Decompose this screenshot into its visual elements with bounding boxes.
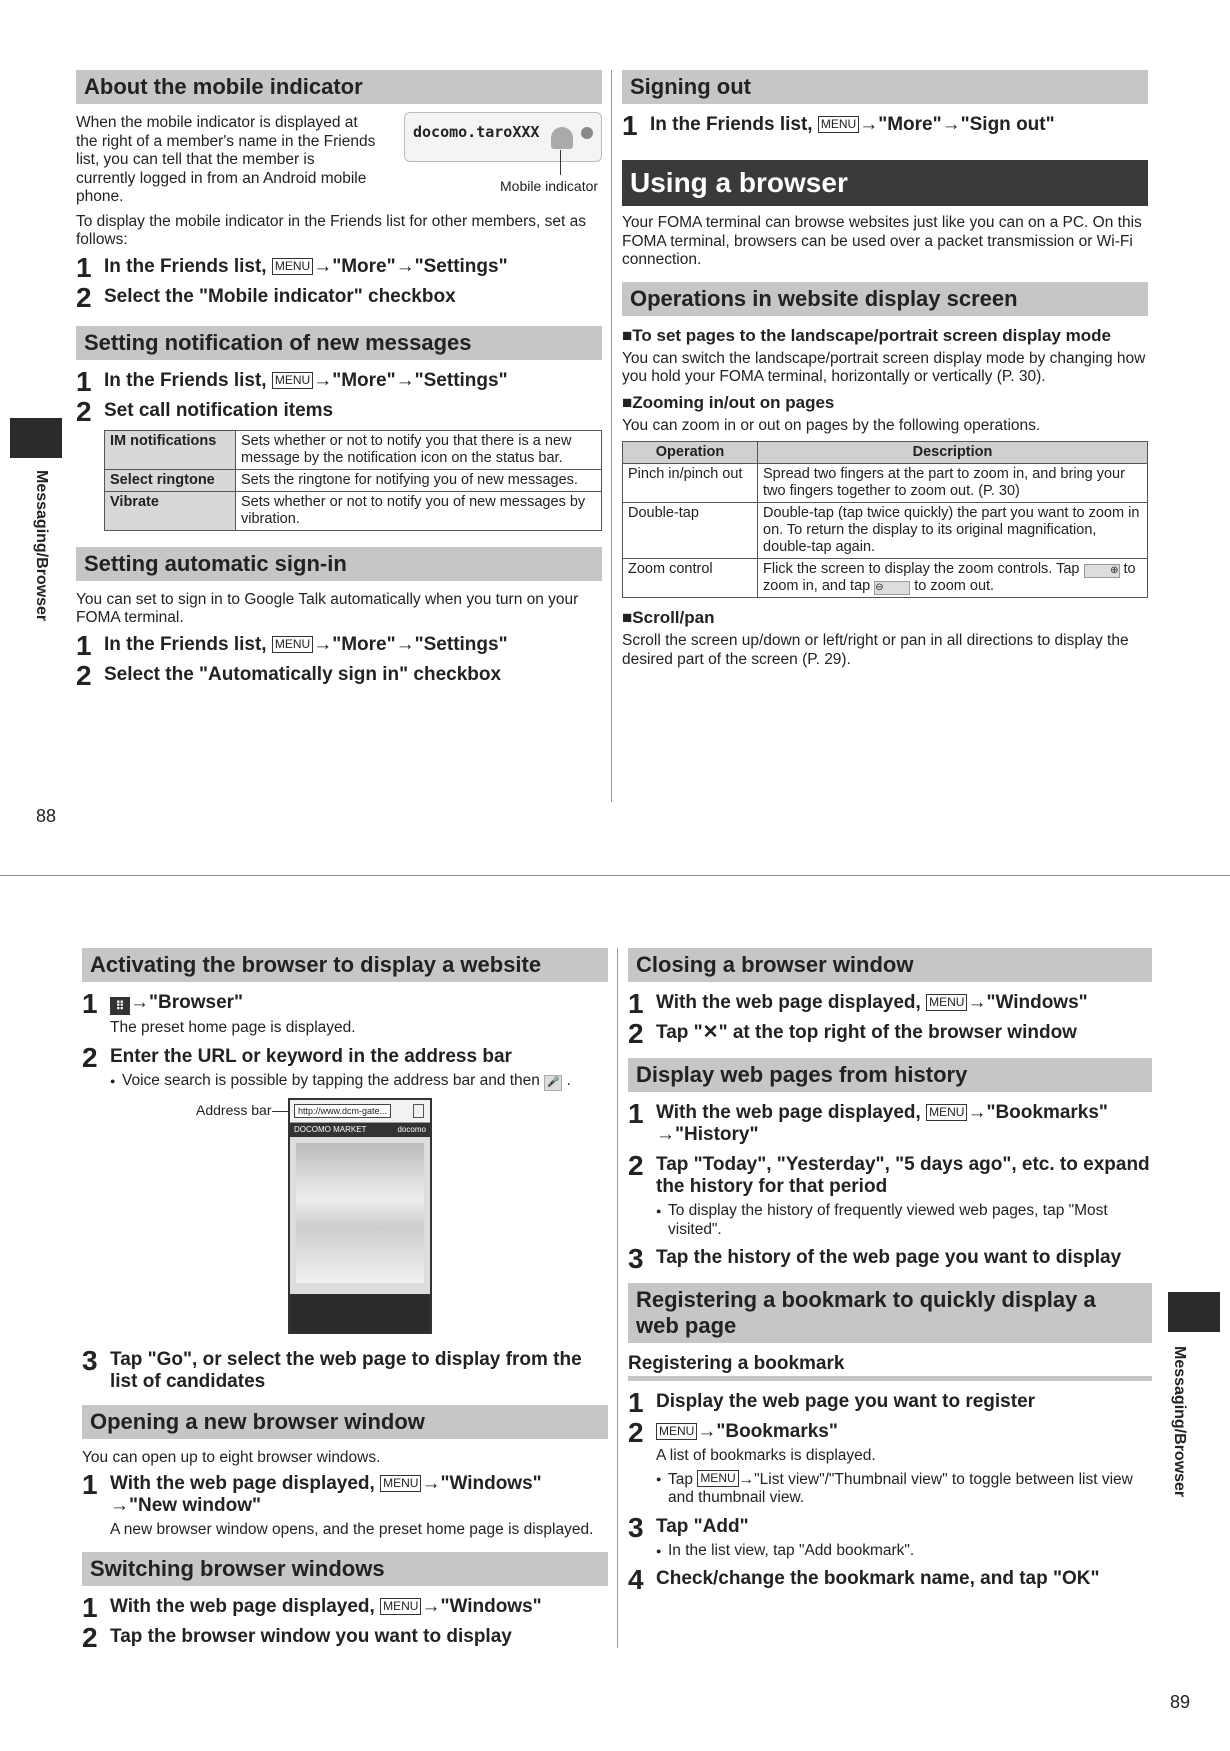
column-divider <box>617 948 618 1648</box>
table-row: Pinch in/pinch out Spread two fingers at the part to zoom in, and bring your two fingers together to zoom out. (P. 30) <box>623 464 1148 503</box>
step-1: 1 ⠿ →"Browser" <box>82 988 244 1019</box>
menu-key-icon: MENU <box>380 1475 421 1492</box>
menu-key-icon: MENU <box>697 1470 738 1487</box>
section-title: Setting automatic sign-in <box>76 547 602 581</box>
table-header: Operation Description <box>623 442 1148 464</box>
body-text: To display the mobile indicator in the Friends list for other members, set as follows: <box>76 212 587 248</box>
section-title: About the mobile indicator <box>76 70 602 104</box>
step-3: 3 Tap the history of the web page you want to display <box>628 1243 1122 1274</box>
page-88 <box>0 0 1230 870</box>
body-text: Your FOMA terminal can browse websites just like you can on a PC. On this FOMA terminal, browsers can be used over a packet transmission or Wi-Fi connection. <box>622 214 1142 268</box>
zoom-out-icon: ⊖ <box>874 581 910 595</box>
p88-left-column <box>76 70 602 694</box>
body-text: You can open up to eight browser windows. <box>82 1448 381 1466</box>
step-2: 2 Select the "Automatically sign in" checkbox <box>76 659 502 691</box>
step-note: The preset home page is displayed. <box>110 1019 356 1036</box>
side-tab <box>10 418 62 458</box>
address-bar: http://www.dcm-gate... <box>290 1100 430 1123</box>
menu-key-icon: MENU <box>380 1598 421 1615</box>
body-text: When the mobile indicator is displayed at the right of a member's name in the Friends list, you can tell that the member is currently logged in from an Android mobile phone. <box>76 114 376 205</box>
bookmark-icon <box>413 1104 424 1118</box>
step-note: ● To display the history of frequently viewed web pages, tap "Most visited". <box>628 1202 1152 1239</box>
step-note: A new browser window opens, and the preset home page is displayed. <box>110 1521 594 1538</box>
column-divider <box>611 70 612 802</box>
menu-key-icon: MENU <box>818 116 859 133</box>
step-2: 2 Set call notification items <box>76 395 334 427</box>
address-bar-label: Address bar <box>196 1102 272 1118</box>
table-row: Zoom control Flick the screen to display the zoom controls. Tap ⊕ to zoom in, and tap ⊖ to zoom out. <box>623 559 1148 598</box>
section-title: Closing a browser window <box>628 948 1152 982</box>
p88-right-column <box>622 70 1148 675</box>
market-header: DOCOMO MARKET docomo <box>290 1123 430 1137</box>
body-text: You can switch the landscape/portrait screen display mode by changing how you hold your FOMA terminal, horizontally or vertically (P. 30). <box>622 349 1146 385</box>
step-1: 1 In the Friends list, MENU →"More"→"Sign out" <box>622 110 1055 141</box>
section-title: Operations in website display screen <box>622 282 1148 316</box>
section-title: Display web pages from history <box>628 1058 1152 1092</box>
android-icon <box>551 127 573 149</box>
table-row: IM notifications Sets whether or not to notify you that there is a new message by the notification icon on the status bar. <box>105 430 602 469</box>
chapter-title: Using a browser <box>622 160 1148 206</box>
side-tab <box>1168 1292 1220 1332</box>
section-title: Setting notification of new messages <box>76 326 602 360</box>
body-text: Scroll the screen up/down or left/right or pan in all directions to display the desired part of the screen (P. 29). <box>622 632 1129 668</box>
step-4: 4 Check/change the bookmark name, and tap "OK" <box>628 1564 1100 1595</box>
step-1: 1 In the Friends list, MENU →"More"→"Settings" <box>76 629 508 661</box>
step-2: 2 Tap the browser window you want to display <box>82 1621 512 1653</box>
page-number: 88 <box>36 806 57 826</box>
table-row: Select ringtone Sets the ringtone for notifying you of new messages. <box>105 469 602 491</box>
microphone-icon: 🎤 <box>544 1075 562 1091</box>
notification-table <box>104 430 602 531</box>
step-2: 2 MENU →"Bookmarks" <box>628 1417 838 1448</box>
menu-key-icon: MENU <box>272 258 313 275</box>
page-separator <box>0 875 1230 876</box>
side-label: Messaging/Browser <box>33 470 50 622</box>
menu-key-icon: MENU <box>926 994 967 1011</box>
step-1: 1 Display the web page you want to register <box>628 1387 1036 1418</box>
page-89 <box>0 880 1230 1751</box>
mobile-indicator-leader <box>560 150 561 175</box>
section-title: Opening a new browser window <box>82 1405 608 1439</box>
section-title: Activating the browser to display a website <box>82 948 608 982</box>
subheading: ■To set pages to the landscape/portrait screen display mode <box>622 325 1111 345</box>
mobile-indicator-image: docomo.taroXXX <box>404 112 602 162</box>
step-2: 2 Tap "Today", "Yesterday", "5 days ago", etc. to expand the history for that period <box>628 1150 1150 1197</box>
step-1: 1 In the Friends list, MENU →"More"→"Settings" <box>76 251 508 283</box>
step-2: 2 Enter the URL or keyword in the address bar <box>82 1041 512 1073</box>
browser-screenshot <box>288 1098 432 1334</box>
step-1: 1 With the web page displayed, MENU →"Windows" <box>82 1591 542 1623</box>
section-title: Switching browser windows <box>82 1552 608 1586</box>
page-number: 89 <box>1170 1692 1191 1712</box>
step-1: 1 In the Friends list, MENU →"More"→"Settings" <box>76 365 508 397</box>
step-1: 1 With the web page displayed, MENU →"Bookmarks" →"History" <box>628 1098 1108 1145</box>
subheading: ■Zooming in/out on pages <box>622 392 835 412</box>
menu-key-icon: MENU <box>926 1104 967 1121</box>
menu-key-icon: MENU <box>272 372 313 389</box>
menu-key-icon: MENU <box>272 636 313 653</box>
browser-menu <box>290 1294 430 1332</box>
body-text: You can zoom in or out on pages by the following operations. <box>622 416 1041 434</box>
step-note: A list of bookmarks is displayed. <box>656 1447 876 1464</box>
body-text: You can set to sign in to Google Talk automatically when you turn on your FOMA terminal. <box>76 590 579 626</box>
step-note: ● In the list view, tap "Add bookmark". <box>628 1542 1152 1561</box>
step-2: 2 Tap "✕" at the top right of the browser window <box>628 1018 1077 1049</box>
table-row: Vibrate Sets whether or not to notify you of new messages by vibration. <box>105 491 602 530</box>
step-3: 3 Tap "Go", or select the web page to display from the list of candidates <box>82 1344 582 1392</box>
step-1: 1 With the web page displayed, MENU →"Windows" <box>628 988 1088 1019</box>
step-2: 2 Select the "Mobile indicator" checkbox <box>76 281 456 313</box>
step-3: 3 Tap "Add" <box>628 1511 749 1543</box>
step-note: ● Voice search is possible by tapping the address bar and then 🎤 . <box>82 1072 608 1091</box>
p89-right-column <box>628 948 1152 1598</box>
zoom-in-icon: ⊕ <box>1084 564 1120 578</box>
notification-table-wrap <box>76 430 602 531</box>
app-grid-icon: ⠿ <box>110 997 130 1015</box>
step-1: 1 With the web page displayed, MENU →"Windows" →"New window" <box>82 1469 542 1516</box>
sub-section-title: Registering a bookmark <box>628 1353 1152 1381</box>
subheading: ■Scroll/pan <box>622 608 715 627</box>
mobile-indicator-caption: Mobile indicator <box>500 178 599 194</box>
side-label: Messaging/Browser <box>1171 1346 1188 1498</box>
table-row: Double-tap Double-tap (tap twice quickly) the part you want to zoom in on. To return the display to its original magnification, double-tap again. <box>623 503 1148 559</box>
menu-key-icon: MENU <box>656 1423 697 1440</box>
section-title: Registering a bookmark to quickly display a web page <box>628 1283 1152 1343</box>
step-note: ● Tap MENU →"List view"/"Thumbnail view" to toggle between list view and thumbnail view. <box>628 1470 1152 1508</box>
section-title: Signing out <box>622 70 1148 104</box>
zoom-table <box>622 441 1148 598</box>
page-content <box>296 1143 424 1283</box>
status-icon <box>581 127 593 139</box>
